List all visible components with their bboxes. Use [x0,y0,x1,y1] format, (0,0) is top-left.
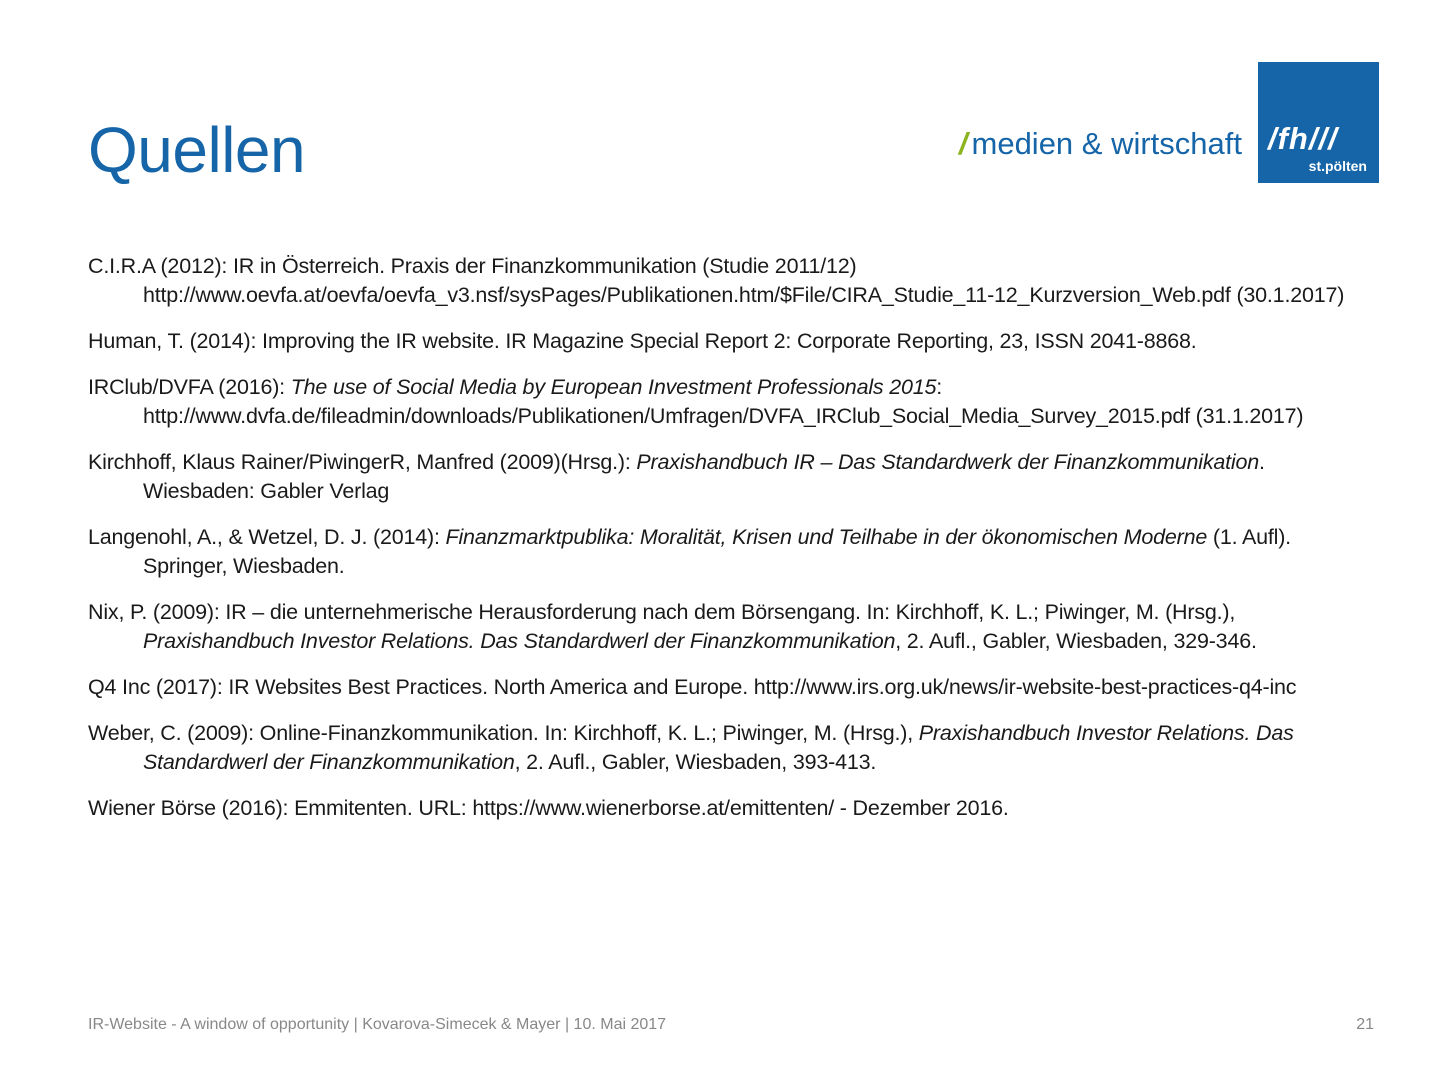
reference-tail: , 2. Aufl., Gabler, Wiesbaden, 329-346. [895,629,1257,653]
brand-wordmark [959,124,1242,164]
reference-text: Kirchhoff, Klaus Rainer/PiwingerR, Manfred (2009)(Hrsg.): [88,450,637,474]
reference-item [88,719,1378,777]
reference-item [88,794,1378,823]
logo-main-text: /fh/// [1268,121,1338,156]
reference-text: Wiener Börse (2016): Emmitenten. URL: https://www.wienerborse.at/emittenten/ - Dezember 2016. [88,796,1009,820]
reference-tail: , 2. Aufl., Gabler, Wiesbaden, 393-413. [514,750,877,774]
reference-title: Praxishandbuch IR – Das Standardwerk der Finanzkommunikation [636,450,1259,474]
reference-item [88,598,1378,656]
reference-item [88,448,1378,506]
reference-title: Praxishandbuch Investor Relations. Das Standardwerl der Finanzkommunikation [143,629,896,653]
page-title: Quellen [88,114,306,186]
reference-item [88,252,1378,310]
reference-item [88,673,1378,702]
reference-text: Q4 Inc (2017): IR Websites Best Practices. North America and Europe. http://www.irs.org.uk/news/ir-website-best-practices-q4-inc [88,675,1297,699]
page-number: 21 [1356,1016,1374,1033]
fh-logo [1258,62,1379,183]
footer-text: IR-Website - A window of opportunity | Kovarova-Simecek & Mayer | 10. Mai 2017 [88,1016,667,1033]
reference-text: Human, T. (2014): Improving the IR website. IR Magazine Special Report 2: Corporate Reporting, 23, ISSN 2041-8868. [88,329,1197,353]
reference-url: http://www.oevfa.at/oevfa/oevfa_v3.nsf/sysPages/Publikationen.htm/$File/CIRA_Studie_11-12_Kurzversion_Web.pdf (30.1.2017) [143,283,1345,307]
reference-tail: . Wiesbaden: Gabler Verlag [143,450,1265,503]
logo-sub-text: st.pölten [1308,158,1367,174]
reference-item [88,373,1378,431]
reference-text: C.I.R.A (2012): IR in Österreich. Praxis der Finanzkommunikation (Studie 2011/12) [88,254,857,278]
reference-item [88,327,1378,356]
reference-text: Langenohl, A., & Wetzel, D. J. (2014): [88,525,446,549]
reference-tail: : http://www.dvfa.de/fileadmin/downloads/Publikationen/Umfragen/DVFA_IRClub_Social_Media_Survey_2015.pdf (31.1.2017) [143,375,1304,428]
reference-item [88,523,1378,581]
reference-text: Nix, P. (2009): IR – die unternehmerische Herausforderung nach dem Börsengang. In: Kirchhoff, K. L.; Piwinger, M. (Hrsg.), [88,600,1236,624]
reference-title: Praxishandbuch Investor Relations. Das Standardwerl der Finanzkommunikation [143,721,1294,774]
reference-list [88,252,1378,840]
reference-tail: (1. Aufl). Springer, Wiesbaden. [143,525,1291,578]
reference-text: IRClub/DVFA (2016): [88,375,291,399]
reference-title: Finanzmarktpublika: Moralität, Krisen und Teilhabe in der ökonomischen Moderne [445,525,1208,549]
brand-text: medien & wirtschaft [971,126,1242,161]
brand-slash: / [958,126,968,161]
reference-text: Weber, C. (2009): Online-Finanzkommunikation. In: Kirchhoff, K. L.; Piwinger, M. (Hrsg.), [88,721,919,745]
reference-title: The use of Social Media by European Investment Professionals 2015 [290,375,937,399]
